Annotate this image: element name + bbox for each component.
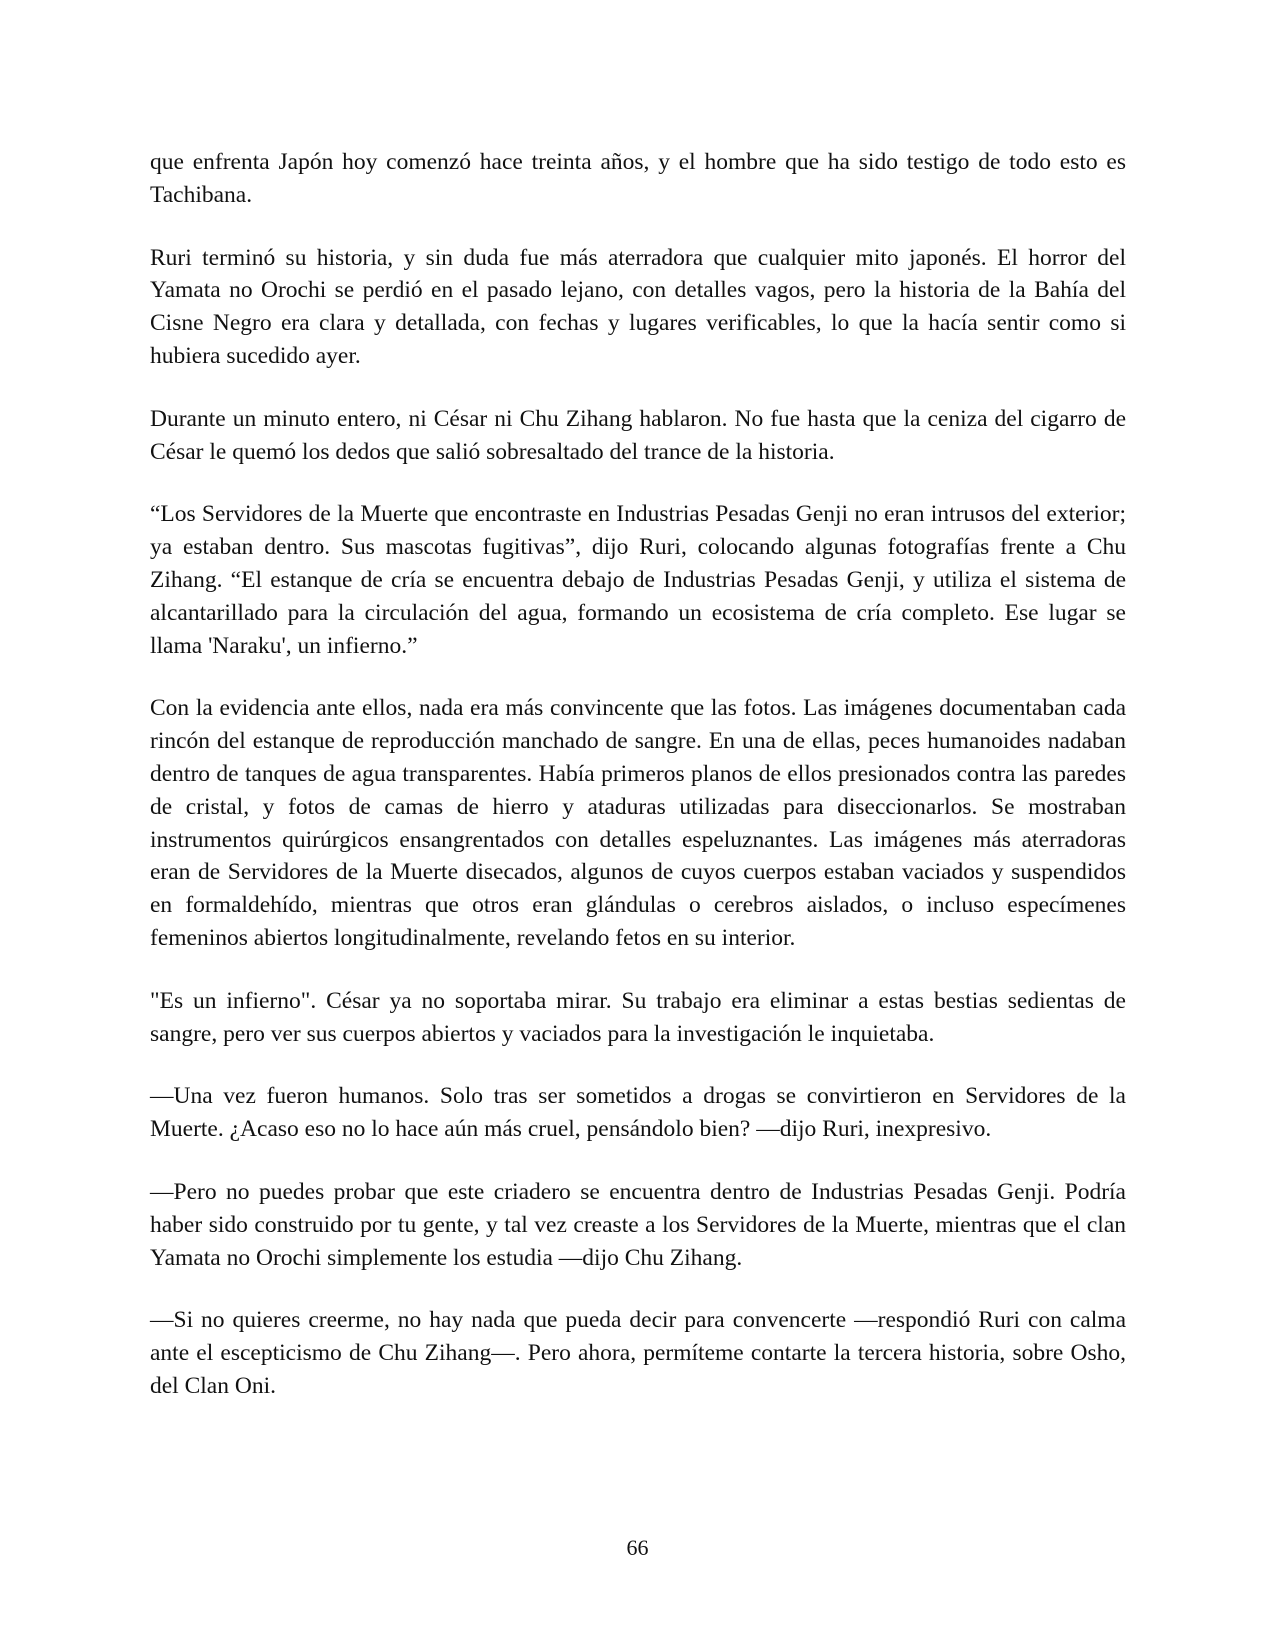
paragraph: —Una vez fueron humanos. Solo tras ser sometidos a drogas se convirtieron en Servidores de la Muerte. ¿Acaso eso no lo hace aún más cruel, pensándolo bien? —dijo Ruri, inexpresivo. <box>150 1083 1126 1143</box>
paragraph: Durante un minuto entero, ni César ni Chu Zihang hablaron. No fue hasta que la ceniza del cigarro de César le quemó los dedos que salió sobresaltado del trance de la historia. <box>150 405 1126 465</box>
paragraph: que enfrenta Japón hoy comenzó hace treinta años, y el hombre que ha sido testigo de todo esto es Tachibana. <box>150 149 1126 208</box>
paragraph: "Es un infierno". César ya no soportaba mirar. Su trabajo era eliminar a estas bestias sedientas de sangre, pero ver sus cuerpos abiertos y vaciados para la investigación le inquietaba. <box>150 987 1126 1047</box>
body-text <box>150 146 1126 1433</box>
paragraph: Ruri terminó su historia, y sin duda fue más aterradora que cualquier mito japonés. El horror del Yamata no Orochi se perdió en el pasado lejano, con detalles vagos, pero la historia de la Bahía del Cisne Negro era clara y detallada, con fechas y lugares verificables, lo que la hacía sentir como si hubiera sucedido ayer. <box>150 244 1126 369</box>
page-number: 66 <box>626 1535 649 1560</box>
paragraph: Con la evidencia ante ellos, nada era más convincente que las fotos. Las imágenes documentaban cada rincón del estanque de reproducción manchado de sangre. En una de ellas, peces humanoides nadaban dentro de tanques de agua transparentes. Había primeros planos de ellos presionados contra las paredes de cristal, y fotos de camas de hierro y ataduras utilizadas para diseccionarlos. Se mostraban instrumentos quirúrgicos ensangrentados con detalles espeluznantes. Las imágenes más aterradoras eran de Servidores de la Muerte disecados, algunos de cuyos cuerpos estaban vaciados y suspendidos en formaldehído, mientras que otros eran glándulas o cerebros aislados, o incluso especímenes femeninos abiertos longitudinalmente, revelando fetos en su interior. <box>150 695 1126 951</box>
paragraph: —Pero no puedes probar que este criadero se encuentra dentro de Industrias Pesadas Genji. Podría haber sido construido por tu gente, y tal vez creaste a los Servidores de la Muerte, mientras que el clan Yamata no Orochi simplemente los estudia —dijo Chu Zihang. <box>150 1178 1126 1271</box>
paragraph: —Si no quieres creerme, no hay nada que pueda decir para convencerte —respondió Ruri con calma ante el escepticismo de Chu Zihang—. Pero ahora, permíteme contarte la tercera historia, sobre Osho, del Clan Oni. <box>150 1307 1126 1399</box>
paragraph: “Los Servidores de la Muerte que encontraste en Industrias Pesadas Genji no eran intrusos del exterior; ya estaban dentro. Sus mascotas fugitivas”, dijo Ruri, colocando algunas fotografías frente a Chu Zihang. “El estanque de cría se encuentra debajo de Industrias Pesadas Genji, y utiliza el sistema de alcantarillado para la circulación del agua, formando un ecosistema de cría completo. Ese lugar se llama 'Naraku', un infierno.” <box>150 501 1126 659</box>
